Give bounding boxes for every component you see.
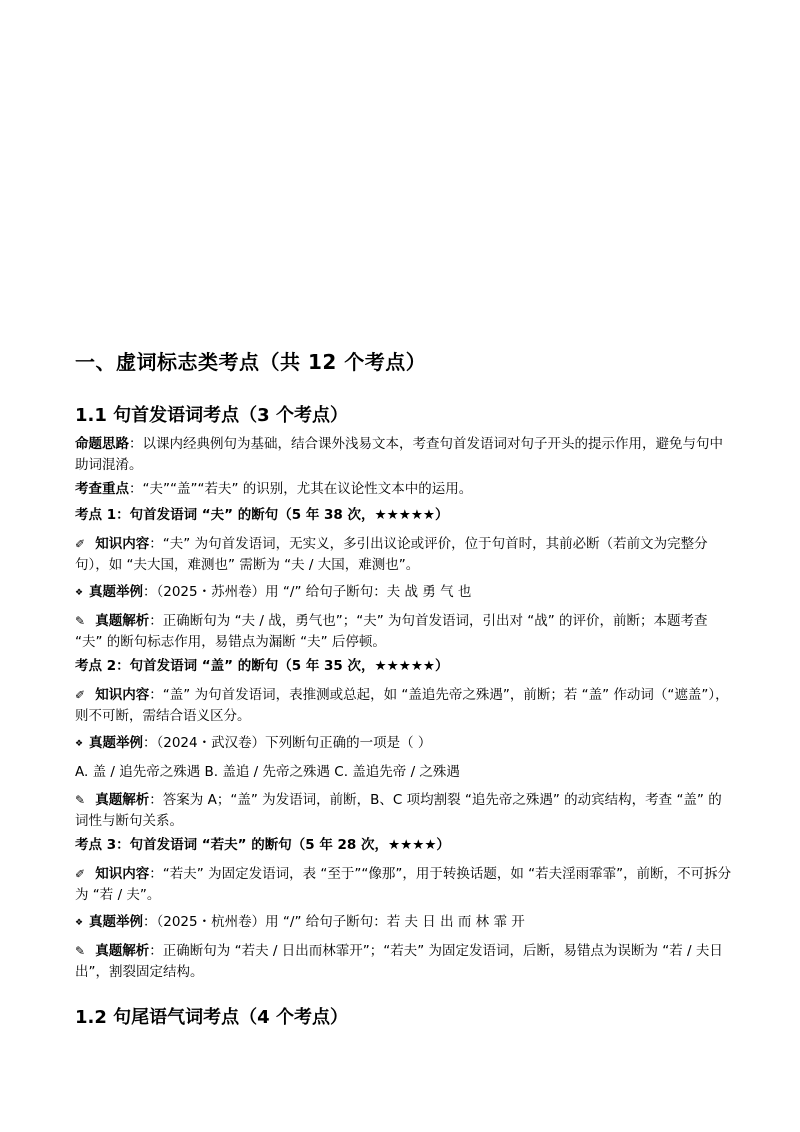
- subsection-title: 1.1 句首发语词考点（3 个考点）: [75, 405, 348, 426]
- analysis-text: ：正确断句为 “若夫 / 日出而林霏开”；“若夫” 为固定发语词，后断，易错点为误断为 “若 / 夫日出”，割裂固定结构。: [75, 943, 723, 980]
- example-label: 真题举例: [89, 735, 143, 751]
- section-title: 一、虚词标志类考点（共 12 个考点）: [75, 350, 427, 374]
- knowledge-text: ：“夫” 为句首发语词，无实义，多引出议论或评价，位于句首时，其前必断（若前文为完整分句），如 “夫大国，难测也” 需断为 “夫 / 大国，难测也”。: [75, 536, 708, 573]
- analysis-text: ：正确断句为 “夫 / 战，勇气也”；“夫” 为句首发语词，引出对 “战” 的评价，前断；本题考查 “夫” 的断句标志作用，易错点为漏断 “夫” 后停顿。: [75, 613, 708, 650]
- example-label: 真题举例: [89, 914, 143, 930]
- pen-icon: ✎: [75, 793, 86, 807]
- example-paragraph: [75, 733, 735, 755]
- options-line: A. 盖 / 追先帝之殊遇 B. 盖追 / 先帝之殊遇 C. 盖追先帝 / 之殊遇: [75, 764, 460, 780]
- knowledge-text: ：“若夫” 为固定发语词，表 “至于”“像那”，用于转换话题，如 “若夫淫雨霏霏”，前断，不可拆分为 “若 / 夫”。: [75, 866, 732, 903]
- knowledge-paragraph: [75, 534, 735, 576]
- pencil-icon: ✐: [75, 867, 86, 881]
- point-title: 考点 2：句首发语词 “盖” 的断句（5 年 35 次，★★★★★）: [75, 658, 449, 674]
- pen-icon: ✎: [75, 944, 86, 958]
- knowledge-label: 知识内容: [95, 866, 150, 882]
- pencil-icon: ✐: [75, 688, 86, 702]
- zhongdian-text: ：“夫”“盖”“若夫” 的识别，尤其在议论性文本中的运用。: [129, 481, 473, 497]
- diamond-icon: ❖: [75, 588, 84, 598]
- zhongdian-paragraph: [75, 479, 735, 500]
- mingti-paragraph: [75, 434, 735, 476]
- example-paragraph: [75, 912, 735, 934]
- analysis-label: 真题解析: [95, 943, 150, 959]
- zhongdian-label: 考查重点: [75, 481, 129, 497]
- pen-icon: ✎: [75, 614, 86, 628]
- subsection-title: 1.2 句尾语气词考点（4 个考点）: [75, 1007, 348, 1028]
- knowledge-label: 知识内容: [95, 536, 150, 552]
- analysis-text: ：答案为 A；“盖” 为发语词，前断，B、C 项均割裂 “追先帝之殊遇” 的动宾结构，考查 “盖” 的词性与断句关系。: [75, 792, 722, 829]
- example-text: ：（2025・苏州卷）用 “/” 给句子断句：夫 战 勇 气 也: [143, 584, 472, 600]
- example-text: ：（2024・武汉卷）下列断句正确的一项是（ ）: [143, 735, 432, 751]
- analysis-paragraph: [75, 790, 735, 832]
- analysis-label: 真题解析: [95, 613, 150, 629]
- knowledge-label: 知识内容: [95, 687, 150, 703]
- point-title: 考点 3：句首发语词 “若夫” 的断句（5 年 28 次，★★★★）: [75, 837, 450, 853]
- analysis-paragraph: [75, 941, 735, 983]
- point-title: 考点 1：句首发语词 “夫” 的断句（5 年 38 次，★★★★★）: [75, 507, 449, 523]
- knowledge-paragraph: [75, 685, 735, 727]
- pencil-icon: ✐: [75, 537, 86, 551]
- analysis-label: 真题解析: [95, 792, 150, 808]
- knowledge-text: ：“盖” 为句首发语词，表推测或总起，如 “盖追先帝之殊遇”，前断；若 “盖” 作动词（“遮盖”），则不可断，需结合语义区分。: [75, 687, 729, 724]
- diamond-icon: ❖: [75, 918, 84, 928]
- analysis-paragraph: [75, 611, 735, 653]
- mingti-text: ：以课内经典例句为基础，结合课外浅易文本，考查句首发语词对句子开头的提示作用，避免与句中助词混淆。: [75, 436, 723, 473]
- example-paragraph: [75, 582, 735, 604]
- example-text: ：（2025・杭州卷）用 “/” 给句子断句：若 夫 日 出 而 林 霏 开: [143, 914, 525, 930]
- mingti-label: 命题思路: [75, 436, 129, 452]
- knowledge-paragraph: [75, 864, 735, 906]
- example-label: 真题举例: [89, 584, 143, 600]
- diamond-icon: ❖: [75, 739, 84, 749]
